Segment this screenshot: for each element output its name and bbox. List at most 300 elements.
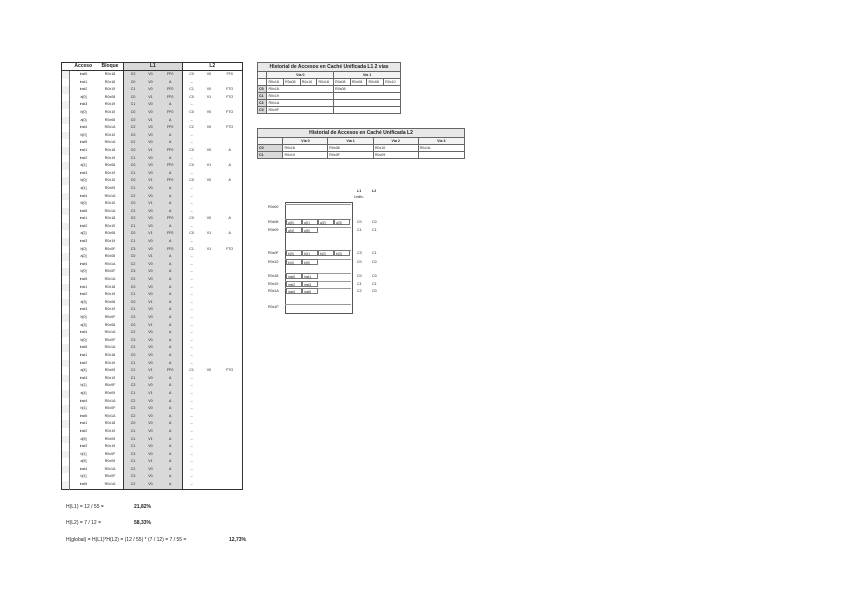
trace-cell-acceso: inst5 — [79, 413, 88, 418]
trace-cell-l1-conj: C1 — [124, 443, 143, 451]
trace-cell-l1-estado: A — [159, 390, 182, 398]
trace-cell-l1-conj: C0 — [124, 352, 143, 360]
trace-cell-l2-conj: -- — [182, 405, 201, 413]
trace-cell-l2-conj: -- — [182, 398, 201, 406]
trace-cell-l1-estado: A — [159, 223, 182, 231]
diagram-l2-set: C1 — [372, 228, 377, 232]
trace-cell-l2-estado: FTO — [217, 94, 242, 102]
trace-cell-l1-estado: A — [159, 101, 182, 109]
diagram-l2-set: C0 — [372, 220, 377, 224]
diagram-address: R0x19 — [268, 282, 279, 286]
trace-cell-l2-via: V0 — [201, 124, 218, 132]
history-l1-via0: Vía 0 — [267, 72, 334, 79]
trace-cell-acceso: b[0] — [80, 178, 87, 183]
trace-cell-l1-estado: A — [159, 155, 182, 163]
trace-cell-bloque: R0x10 — [97, 200, 124, 208]
history-l2-cell — [418, 152, 464, 159]
trace-row — [62, 451, 243, 459]
trace-cell-bloque: R0x0F — [97, 337, 124, 345]
history-l2-row — [258, 145, 465, 152]
trace-cell-l2-via — [201, 139, 218, 147]
diagram-l2-set: C0 — [372, 260, 377, 264]
trace-row — [62, 253, 243, 261]
trace-row — [62, 246, 243, 254]
diagram-col-l1-sub: Unific. — [354, 195, 364, 199]
diagram-cell: b[3] — [334, 250, 350, 256]
trace-cell-bloque: R0x0F — [97, 451, 124, 459]
trace-cell-l2-via — [201, 200, 218, 208]
trace-cell-acceso: inst3 — [79, 307, 88, 312]
history-l1-row — [258, 100, 401, 107]
trace-cell-acceso: inst2 — [79, 292, 88, 297]
trace-row — [62, 284, 243, 292]
trace-cell-acceso: inst2 — [79, 428, 88, 433]
trace-cell-l2-conj: -- — [182, 193, 201, 201]
trace-cell-l1-estado: FF0 — [159, 71, 182, 79]
trace-row-index — [62, 329, 70, 337]
trace-row — [62, 79, 243, 87]
trace-cell-l1-conj: C2 — [124, 344, 143, 352]
trace-cell-l2-conj: -- — [182, 185, 201, 193]
trace-cell-l2-via: V1 — [201, 246, 218, 254]
trace-cell-l2-estado — [217, 132, 242, 140]
history-l1-via1-value — [334, 107, 401, 114]
trace-cell-l1-via: V0 — [142, 314, 159, 322]
trace-cell-bloque: R0x19 — [97, 86, 124, 94]
trace-cell-l2-via — [201, 420, 218, 428]
trace-row-index — [62, 177, 70, 185]
trace-cell-l1-conj: C1 — [124, 185, 143, 193]
diagram-l1-set: C2 — [357, 289, 362, 293]
trace-cell-l2-via — [201, 79, 218, 87]
trace-body — [62, 71, 243, 490]
trace-row-index — [62, 413, 70, 421]
trace-cell-l2-conj: C1 — [182, 246, 201, 254]
trace-cell-l2-via — [201, 170, 218, 178]
trace-row — [62, 420, 243, 428]
trace-cell-l1-estado: A — [159, 284, 182, 292]
diagram-cell: inst5 — [302, 288, 318, 294]
trace-cell-l2-via — [201, 291, 218, 299]
trace-row-index — [62, 451, 70, 459]
trace-cell-l1-via: V0 — [142, 466, 159, 474]
trace-cell-bloque: R0x10 — [97, 177, 124, 185]
trace-cell-l1-estado: A — [159, 466, 182, 474]
trace-cell-l2-via — [201, 428, 218, 436]
trace-cell-l2-conj: -- — [182, 155, 201, 163]
trace-cell-l2-conj: -- — [182, 200, 201, 208]
trace-cell-acceso: a[4] — [80, 368, 87, 373]
trace-cell-l2-conj: -- — [182, 139, 201, 147]
trace-cell-l1-via: V1 — [142, 390, 159, 398]
trace-row-index — [62, 238, 70, 246]
trace-cell-l1-via: V0 — [142, 109, 159, 117]
trace-cell-acceso: inst1 — [79, 147, 88, 152]
history-l1-via1: Vía 1 — [334, 72, 401, 79]
trace-cell-l1-estado: A — [159, 185, 182, 193]
diagram-l1-set: C3 — [357, 251, 362, 255]
trace-cell-acceso: a[3] — [80, 299, 87, 304]
trace-row — [62, 132, 243, 140]
trace-cell-l2-via — [201, 382, 218, 390]
trace-row-index — [62, 132, 70, 140]
trace-cell-l2-conj: C0 — [182, 147, 201, 155]
trace-cell-l2-via — [201, 306, 218, 314]
trace-row — [62, 185, 243, 193]
trace-row — [62, 276, 243, 284]
trace-cell-l2-via: V0 — [201, 109, 218, 117]
trace-cell-l1-via: V1 — [142, 367, 159, 375]
formula-hl1: H(L1) = 12 / 55 = — [66, 504, 104, 510]
trace-cell-l1-via: V0 — [142, 139, 159, 147]
trace-cell-l1-estado: FF0 — [159, 147, 182, 155]
trace-cell-acceso: a[5] — [80, 459, 87, 464]
trace-row — [62, 352, 243, 360]
trace-cell-l2-estado — [217, 139, 242, 147]
trace-cell-l2-conj: -- — [182, 413, 201, 421]
trace-cell-l1-estado: A — [159, 117, 182, 125]
trace-cell-acceso: inst1 — [79, 216, 88, 221]
trace-cell-l2-conj: C1 — [182, 86, 201, 94]
trace-cell-l2-estado — [217, 193, 242, 201]
trace-cell-bloque: R0x1A — [97, 466, 124, 474]
trace-row-index — [62, 322, 70, 330]
trace-cell-l1-via: V0 — [142, 413, 159, 421]
trace-row-index — [62, 162, 70, 170]
trace-cell-l1-conj: C1 — [124, 390, 143, 398]
trace-cell-bloque: R0x08 — [97, 230, 124, 238]
trace-cell-bloque: R0x10 — [97, 132, 124, 140]
trace-cell-l2-estado — [217, 398, 242, 406]
trace-cell-l1-estado: A — [159, 139, 182, 147]
trace-cell-l1-estado: A — [159, 337, 182, 345]
trace-row-index — [62, 314, 70, 322]
trace-cell-l1-via: V0 — [142, 261, 159, 269]
trace-row — [62, 375, 243, 383]
diagram-address: R0x0F — [268, 251, 279, 255]
history-l2-table — [257, 128, 465, 159]
trace-cell-l1-conj: C1 — [124, 101, 143, 109]
trace-cell-acceso: inst3 — [79, 102, 88, 107]
trace-cell-l2-via — [201, 261, 218, 269]
trace-cell-bloque: R0x08 — [97, 253, 124, 261]
trace-cell-l1-estado: FF0 — [159, 162, 182, 170]
trace-cell-acceso: a[1] — [80, 163, 87, 168]
history-l2-cell: R0x0F — [328, 152, 374, 159]
trace-cell-l1-estado: A — [159, 314, 182, 322]
history-l1-via0-value: R0x0F — [267, 107, 334, 114]
trace-cell-l2-conj: -- — [182, 101, 201, 109]
trace-cell-l2-via — [201, 436, 218, 444]
trace-cell-l2-estado — [217, 314, 242, 322]
trace-cell-l1-via: V1 — [142, 458, 159, 466]
trace-cell-bloque: R0x0F — [97, 382, 124, 390]
trace-cell-bloque: R0x19 — [97, 291, 124, 299]
diagram-address: R0x08 — [268, 220, 279, 224]
history-l1-headcell: R0x08 — [367, 79, 384, 86]
trace-row-index — [62, 466, 70, 474]
trace-cell-l1-via: V0 — [142, 170, 159, 178]
trace-cell-l2-via — [201, 268, 218, 276]
trace-cell-l2-conj: -- — [182, 299, 201, 307]
trace-cell-l1-estado: A — [159, 322, 182, 330]
trace-cell-bloque: R0x1A — [97, 481, 124, 489]
history-l1-row-label: C0 — [258, 86, 267, 93]
trace-row-index — [62, 420, 70, 428]
trace-cell-bloque: R0x08 — [97, 322, 124, 330]
trace-cell-l1-estado: FF0 — [159, 177, 182, 185]
diagram-cell: b[5] — [302, 259, 318, 265]
trace-row — [62, 109, 243, 117]
trace-row — [62, 101, 243, 109]
trace-cell-l2-conj: -- — [182, 420, 201, 428]
trace-cell-l2-via — [201, 117, 218, 125]
trace-row — [62, 124, 243, 132]
trace-row — [62, 215, 243, 223]
diagram-cell: inst2 — [286, 281, 302, 287]
trace-row — [62, 428, 243, 436]
history-l2-row — [258, 152, 465, 159]
trace-cell-bloque: R0x08 — [97, 117, 124, 125]
trace-cell-l1-via: V0 — [142, 451, 159, 459]
trace-cell-l1-estado: A — [159, 306, 182, 314]
diagram-l1-set: C0 — [357, 260, 362, 264]
trace-cell-l1-estado: FF0 — [159, 367, 182, 375]
trace-cell-l1-conj: C0 — [124, 230, 143, 238]
history-l1-headcell: R0x08 — [350, 79, 367, 86]
trace-cell-bloque: R0x19 — [97, 170, 124, 178]
diagram-cell: b[1] — [302, 250, 318, 256]
trace-cell-l1-estado: A — [159, 238, 182, 246]
trace-row-index — [62, 185, 70, 193]
trace-row — [62, 390, 243, 398]
trace-row-index — [62, 147, 70, 155]
trace-cell-l2-via — [201, 193, 218, 201]
trace-cell-acceso: a[3] — [80, 322, 87, 327]
trace-cell-l2-estado — [217, 117, 242, 125]
trace-cell-l1-via: V0 — [142, 344, 159, 352]
trace-cell-l1-via: V0 — [142, 208, 159, 216]
trace-cell-bloque: R0x1A — [97, 344, 124, 352]
history-l1-title: Historial de Accesos en Caché Unificada L1 2 vías — [258, 63, 401, 72]
trace-cell-l1-estado: A — [159, 451, 182, 459]
trace-cell-l1-conj: C1 — [124, 238, 143, 246]
history-l1-row-label: C3 — [258, 107, 267, 114]
diagram-address: R0x18 — [268, 274, 279, 278]
trace-cell-l2-via: V0 — [201, 147, 218, 155]
trace-cell-bloque: R0x18 — [97, 215, 124, 223]
trace-cell-l2-estado — [217, 436, 242, 444]
trace-row-index — [62, 405, 70, 413]
trace-cell-l1-estado: A — [159, 436, 182, 444]
trace-row — [62, 155, 243, 163]
trace-cell-l2-conj: -- — [182, 314, 201, 322]
trace-cell-l2-via: V0 — [201, 215, 218, 223]
trace-cell-l1-via: V1 — [142, 200, 159, 208]
trace-row-index — [62, 352, 70, 360]
trace-cell-l1-via: V0 — [142, 193, 159, 201]
trace-cell-l2-estado — [217, 253, 242, 261]
trace-row — [62, 314, 243, 322]
trace-cell-l1-conj: C1 — [124, 375, 143, 383]
trace-cell-l1-conj: C0 — [124, 147, 143, 155]
history-l1-headcell: R0x18 — [317, 79, 334, 86]
trace-cell-l1-conj: C2 — [124, 139, 143, 147]
diagram-cell: a[5] — [302, 227, 318, 233]
trace-cell-l1-conj: C0 — [124, 215, 143, 223]
trace-cell-acceso: inst5 — [79, 208, 88, 213]
trace-cell-l2-estado — [217, 322, 242, 330]
trace-cell-l1-estado: A — [159, 299, 182, 307]
trace-cell-l2-estado — [217, 360, 242, 368]
trace-cell-bloque: R0x19 — [97, 223, 124, 231]
history-l1-via0-value: R0x1A — [267, 100, 334, 107]
diagram-address: R0x1F — [268, 305, 279, 309]
trace-cell-acceso: inst4 — [79, 330, 88, 335]
trace-cell-l1-via: V0 — [142, 86, 159, 94]
trace-cell-l1-conj: C2 — [124, 398, 143, 406]
trace-cell-l2-via — [201, 360, 218, 368]
trace-cell-l2-conj: -- — [182, 284, 201, 292]
trace-cell-l1-via: V0 — [142, 246, 159, 254]
trace-cell-l1-estado: A — [159, 481, 182, 489]
trace-cell-l1-estado: A — [159, 405, 182, 413]
trace-cell-l1-conj: C3 — [124, 246, 143, 254]
trace-cell-l2-estado — [217, 382, 242, 390]
trace-cell-l1-estado: A — [159, 79, 182, 87]
trace-cell-l1-conj: C0 — [124, 117, 143, 125]
trace-cell-l2-estado — [217, 458, 242, 466]
trace-cell-l2-estado — [217, 200, 242, 208]
trace-row-index — [62, 79, 70, 87]
trace-cell-l2-estado: A — [217, 177, 242, 185]
trace-cell-l2-estado — [217, 101, 242, 109]
trace-cell-l2-conj: -- — [182, 132, 201, 140]
trace-row — [62, 367, 243, 375]
trace-cell-l1-conj: C3 — [124, 314, 143, 322]
trace-cell-l2-estado — [217, 390, 242, 398]
trace-cell-acceso: inst5 — [79, 345, 88, 350]
trace-cell-acceso: a[0] — [80, 94, 87, 99]
trace-row-index — [62, 337, 70, 345]
trace-cell-l2-estado: FTO — [217, 124, 242, 132]
history-l1-via0-value: R0x19 — [267, 93, 334, 100]
trace-row — [62, 360, 243, 368]
history-l2-corner — [258, 138, 283, 145]
diagram-cell: b[2] — [318, 250, 334, 256]
trace-cell-l2-conj: -- — [182, 436, 201, 444]
diagram-cell: a[0] — [286, 219, 302, 225]
trace-cell-bloque: R0x18 — [97, 147, 124, 155]
history-l2-via-row — [258, 138, 465, 145]
trace-row — [62, 268, 243, 276]
history-l1-corner — [258, 72, 267, 79]
trace-cell-bloque: R0x0F — [97, 314, 124, 322]
trace-cell-l2-conj: -- — [182, 458, 201, 466]
trace-cell-l2-conj: -- — [182, 238, 201, 246]
trace-cell-l2-conj: C0 — [182, 94, 201, 102]
trace-cell-l1-conj: C3 — [124, 382, 143, 390]
trace-cell-l1-conj: C0 — [124, 420, 143, 428]
trace-cell-l1-conj: C3 — [124, 337, 143, 345]
trace-cell-bloque: R0x0F — [97, 473, 124, 481]
trace-row — [62, 329, 243, 337]
trace-cell-l2-conj: C0 — [182, 177, 201, 185]
trace-cell-l1-conj: C1 — [124, 436, 143, 444]
trace-cell-l1-conj: C1 — [124, 428, 143, 436]
trace-row-index — [62, 124, 70, 132]
trace-cell-bloque: R0x0F — [97, 268, 124, 276]
trace-cell-l2-estado: A — [217, 215, 242, 223]
trace-cell-l2-via — [201, 185, 218, 193]
diagram-address: R0x10 — [268, 260, 279, 264]
trace-cell-l1-conj: C0 — [124, 132, 143, 140]
trace-cell-acceso: inst2 — [79, 87, 88, 92]
formula-hl2: H(L2) = 7 / 12 = — [66, 520, 102, 526]
trace-cell-l1-via: V0 — [142, 420, 159, 428]
diagram-cell: inst1 — [302, 273, 318, 279]
access-trace-table — [61, 62, 243, 490]
history-l1-header-cells — [258, 79, 401, 86]
trace-row-index — [62, 71, 70, 79]
trace-cell-l1-estado: A — [159, 420, 182, 428]
trace-cell-l2-estado: A — [217, 162, 242, 170]
diagram-cell: a[3] — [334, 219, 350, 225]
trace-cell-l2-conj: C1 — [182, 367, 201, 375]
trace-cell-l1-via: V0 — [142, 481, 159, 489]
trace-cell-l2-estado — [217, 291, 242, 299]
trace-cell-acceso: b[1] — [80, 406, 87, 411]
trace-cell-l1-via: V0 — [142, 101, 159, 109]
trace-row — [62, 306, 243, 314]
trace-cell-l2-conj: C0 — [182, 71, 201, 79]
trace-cell-bloque: R0x0F — [97, 246, 124, 254]
trace-cell-l1-estado: A — [159, 253, 182, 261]
trace-cell-l2-conj: -- — [182, 360, 201, 368]
trace-cell-l2-via — [201, 223, 218, 231]
history-l2-row-label: C0 — [258, 145, 283, 152]
trace-cell-l2-via — [201, 405, 218, 413]
trace-cell-l2-conj: -- — [182, 337, 201, 345]
trace-cell-l1-via: V0 — [142, 185, 159, 193]
trace-cell-l1-via: V1 — [142, 322, 159, 330]
trace-cell-l1-conj: C1 — [124, 306, 143, 314]
trace-cell-acceso: b[0] — [80, 201, 87, 206]
trace-cell-acceso: inst3 — [79, 375, 88, 380]
trace-cell-bloque: R0x09 — [97, 390, 124, 398]
trace-cell-l1-via: V0 — [142, 306, 159, 314]
trace-cell-bloque: R0x0F — [97, 405, 124, 413]
trace-cell-l2-conj: -- — [182, 170, 201, 178]
diagram-l1-set: C0 — [357, 274, 362, 278]
trace-row-index — [62, 276, 70, 284]
trace-cell-acceso: b[0] — [80, 269, 87, 274]
history-l1-row-label: C2 — [258, 100, 267, 107]
trace-row-index — [62, 253, 70, 261]
trace-cell-l1-via: V0 — [142, 215, 159, 223]
trace-row — [62, 337, 243, 345]
trace-cell-l1-conj: C3 — [124, 268, 143, 276]
trace-cell-bloque: R0x19 — [97, 443, 124, 451]
trace-cell-bloque: R0x10 — [97, 109, 124, 117]
trace-cell-l2-via — [201, 276, 218, 284]
trace-cell-acceso: inst4 — [79, 466, 88, 471]
history-l1-via0-value: R0x18 — [267, 86, 334, 93]
diagram-cell: b[4] — [286, 259, 302, 265]
formula-hl2-value: 58,33% — [134, 520, 151, 526]
trace-cell-acceso: a[4] — [80, 390, 87, 395]
trace-cell-l2-via — [201, 132, 218, 140]
